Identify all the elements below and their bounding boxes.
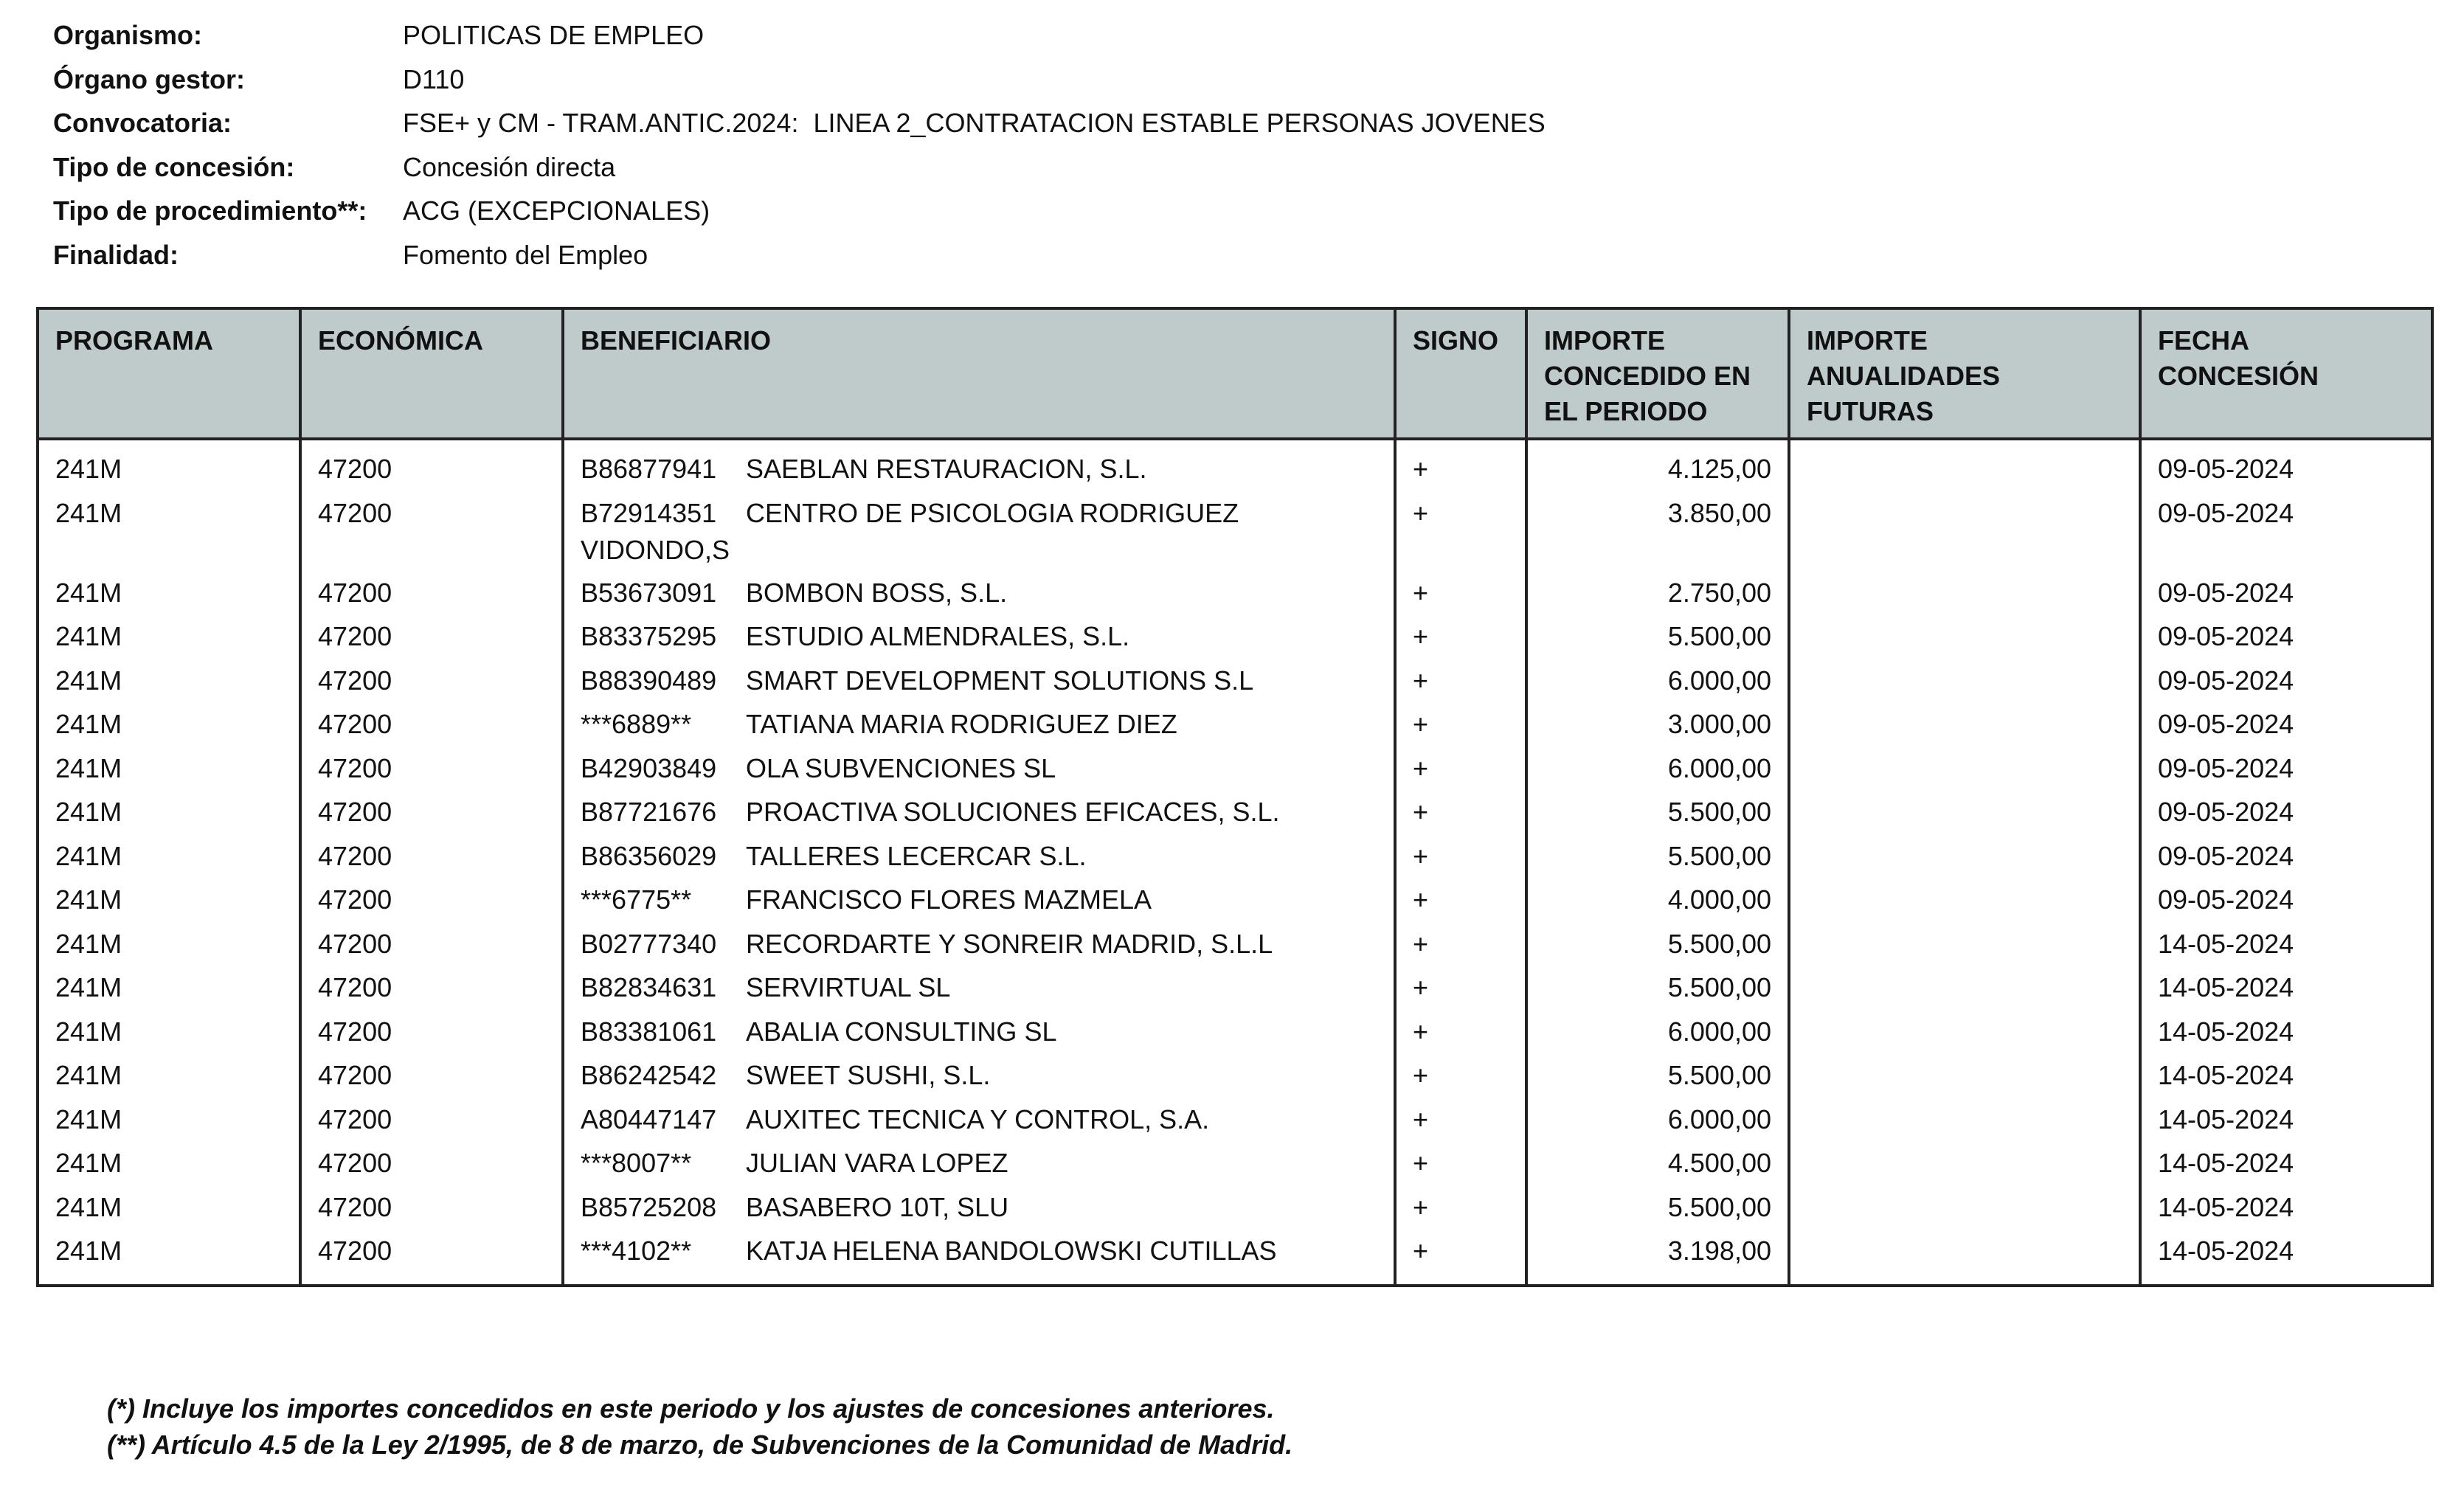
table-row	[38, 575, 2432, 619]
header-row-organo-gestor	[53, 60, 1546, 105]
table-row	[38, 662, 2432, 707]
cell-beneficiario	[563, 1145, 1395, 1189]
cell-economica: 47200	[300, 575, 563, 619]
table-row	[38, 1057, 2432, 1101]
beneficiary-name: PROACTIVA SOLUCIONES EFICACES, S.L.	[746, 797, 1280, 827]
cell-programa: 241M	[38, 439, 300, 495]
cell-importe-futuras	[1789, 495, 2140, 575]
cell-programa: 241M	[38, 838, 300, 882]
cell-fecha: 14-05-2024	[2140, 1145, 2432, 1189]
empty-cell	[300, 1277, 563, 1286]
cell-programa: 241M	[38, 1013, 300, 1058]
cell-fecha: 14-05-2024	[2140, 1233, 2432, 1277]
beneficiary-name: TATIANA MARIA RODRIGUEZ DIEZ	[746, 709, 1177, 739]
column-header-signo: SIGNO	[1395, 308, 1526, 439]
cell-programa: 241M	[38, 495, 300, 575]
table-row	[38, 1145, 2432, 1189]
header-label: Organismo:	[53, 20, 203, 50]
cell-fecha: 09-05-2024	[2140, 881, 2432, 926]
cell-importe: 4.125,00	[1526, 439, 1789, 495]
cell-economica: 47200	[300, 618, 563, 662]
cell-programa: 241M	[38, 926, 300, 970]
cell-importe: 5.500,00	[1526, 794, 1789, 838]
cell-economica: 47200	[300, 1013, 563, 1058]
cell-beneficiario	[563, 706, 1395, 750]
header-value: Fomento del Empleo	[403, 239, 648, 270]
header-label: Tipo de procedimiento**:	[53, 195, 367, 226]
cell-fecha: 14-05-2024	[2140, 969, 2432, 1013]
column-header-programa: PROGRAMA	[38, 308, 300, 439]
cell-beneficiario	[563, 495, 1395, 575]
cell-importe-futuras	[1789, 1057, 2140, 1101]
header-label: Convocatoria:	[53, 108, 232, 138]
beneficiary-id: A80447147	[581, 1103, 717, 1134]
cell-economica: 47200	[300, 662, 563, 707]
cell-importe: 2.750,00	[1526, 575, 1789, 619]
header-row-organismo	[53, 16, 1546, 60]
cell-programa: 241M	[38, 706, 300, 750]
cell-fecha: 14-05-2024	[2140, 926, 2432, 970]
cell-importe: 6.000,00	[1526, 1101, 1789, 1146]
cell-programa: 241M	[38, 1233, 300, 1277]
table-filler-row	[38, 1277, 2432, 1286]
beneficiary-name: ESTUDIO ALMENDRALES, S.L.	[746, 621, 1130, 651]
cell-importe-futuras	[1789, 575, 2140, 619]
beneficiary-id: ***6889**	[581, 709, 692, 739]
cell-economica: 47200	[300, 794, 563, 838]
cell-fecha: 09-05-2024	[2140, 662, 2432, 707]
cell-beneficiario	[563, 1013, 1395, 1058]
cell-beneficiario	[563, 1057, 1395, 1101]
cell-programa: 241M	[38, 750, 300, 794]
beneficiary-name: SWEET SUSHI, S.L.	[746, 1060, 991, 1090]
header-value: D110	[403, 63, 465, 94]
cell-beneficiario	[563, 750, 1395, 794]
cell-economica: 47200	[300, 750, 563, 794]
cell-programa: 241M	[38, 1101, 300, 1146]
cell-fecha: 14-05-2024	[2140, 1101, 2432, 1146]
header-label: Tipo de concesión:	[53, 151, 295, 182]
footnote: (**) Artículo 4.5 de la Ley 2/1995, de 8 de marzo, de Subvenciones de la Comunidad de Madrid.	[107, 1430, 1293, 1460]
header-value: Concesión directa	[403, 151, 616, 182]
table-row	[38, 439, 2432, 495]
beneficiary-name: BASABERO 10T, SLU	[746, 1191, 1009, 1222]
beneficiary-name: BOMBON BOSS, S.L.	[746, 577, 1008, 608]
beneficiary-name: SERVIRTUAL SL	[746, 972, 951, 1002]
cell-beneficiario	[563, 662, 1395, 707]
cell-programa: 241M	[38, 662, 300, 707]
cell-fecha: 09-05-2024	[2140, 750, 2432, 794]
cell-importe-futuras	[1789, 881, 2140, 926]
beneficiary-id: B02777340	[581, 928, 717, 959]
beneficiary-id: B85725208	[581, 1191, 717, 1222]
document-header	[53, 16, 1546, 280]
cell-economica: 47200	[300, 706, 563, 750]
beneficiary-name: RECORDARTE Y SONREIR MADRID, S.L.L	[746, 928, 1273, 959]
cell-programa: 241M	[38, 1189, 300, 1233]
beneficiary-id: B53673091	[581, 577, 717, 608]
cell-importe-futuras	[1789, 439, 2140, 495]
header-value: ACG (EXCEPCIONALES)	[403, 195, 710, 226]
table-row	[38, 1101, 2432, 1146]
table-row	[38, 881, 2432, 926]
cell-importe-futuras	[1789, 750, 2140, 794]
cell-importe-futuras	[1789, 838, 2140, 882]
cell-importe: 5.500,00	[1526, 1057, 1789, 1101]
cell-fecha: 09-05-2024	[2140, 618, 2432, 662]
header-row-tipo-procedimiento	[53, 192, 1546, 236]
beneficiary-id: B86356029	[581, 840, 717, 871]
header-label: Finalidad:	[53, 239, 179, 270]
beneficiary-id: ***6775**	[581, 884, 692, 915]
cell-importe: 5.500,00	[1526, 618, 1789, 662]
cell-importe-futuras	[1789, 706, 2140, 750]
cell-economica: 47200	[300, 838, 563, 882]
cell-economica: 47200	[300, 1189, 563, 1233]
beneficiary-id: B86877941	[581, 454, 717, 484]
cell-signo: +	[1395, 881, 1526, 926]
cell-importe: 3.000,00	[1526, 706, 1789, 750]
beneficiary-name: OLA SUBVENCIONES SL	[746, 752, 1056, 783]
cell-economica: 47200	[300, 1145, 563, 1189]
table-row	[38, 1013, 2432, 1058]
beneficiary-name: FRANCISCO FLORES MAZMELA	[746, 884, 1152, 915]
cell-programa: 241M	[38, 881, 300, 926]
column-header-importe-concedido: IMPORTE CONCEDIDO EN EL PERIODO	[1526, 308, 1789, 439]
table-header-row	[38, 308, 2432, 439]
header-value: POLITICAS DE EMPLEO	[403, 20, 705, 50]
cell-beneficiario	[563, 439, 1395, 495]
cell-economica: 47200	[300, 1233, 563, 1277]
cell-programa: 241M	[38, 794, 300, 838]
table-body	[38, 439, 2432, 1286]
cell-beneficiario	[563, 618, 1395, 662]
empty-cell	[1526, 1277, 1789, 1286]
cell-importe-futuras	[1789, 618, 2140, 662]
cell-economica: 47200	[300, 495, 563, 575]
table-row	[38, 926, 2432, 970]
beneficiary-name: JULIAN VARA LOPEZ	[746, 1148, 1008, 1178]
cell-importe: 6.000,00	[1526, 1013, 1789, 1058]
beneficiary-id: B72914351	[581, 497, 717, 528]
cell-signo: +	[1395, 750, 1526, 794]
beneficiary-name: AUXITEC TECNICA Y CONTROL, S.A.	[746, 1103, 1210, 1134]
cell-importe: 5.500,00	[1526, 969, 1789, 1013]
footnotes	[107, 1390, 1292, 1463]
beneficiary-name: SMART DEVELOPMENT SOLUTIONS S.L	[746, 665, 1254, 696]
cell-programa: 241M	[38, 575, 300, 619]
cell-signo: +	[1395, 1013, 1526, 1058]
beneficiary-id: ***8007**	[581, 1148, 692, 1178]
beneficiary-id: ***4102**	[581, 1236, 692, 1266]
cell-importe: 6.000,00	[1526, 750, 1789, 794]
cell-importe-futuras	[1789, 926, 2140, 970]
cell-importe: 3.850,00	[1526, 495, 1789, 575]
cell-signo: +	[1395, 1233, 1526, 1277]
table-row	[38, 794, 2432, 838]
beneficiary-name: SAEBLAN RESTAURACION, S.L.	[746, 454, 1147, 484]
table-row	[38, 706, 2432, 750]
beneficiary-name: TALLERES LECERCAR S.L.	[746, 840, 1087, 871]
cell-importe-futuras	[1789, 1233, 2140, 1277]
empty-cell	[2140, 1277, 2432, 1286]
cell-economica: 47200	[300, 969, 563, 1013]
cell-importe-futuras	[1789, 1145, 2140, 1189]
cell-signo: +	[1395, 439, 1526, 495]
table-row	[38, 750, 2432, 794]
cell-signo: +	[1395, 706, 1526, 750]
cell-fecha: 14-05-2024	[2140, 1013, 2432, 1058]
beneficiary-id: B86242542	[581, 1060, 717, 1090]
cell-beneficiario	[563, 838, 1395, 882]
cell-importe: 5.500,00	[1526, 1189, 1789, 1233]
table-row	[38, 969, 2432, 1013]
cell-economica: 47200	[300, 881, 563, 926]
beneficiary-name: CENTRO DE PSICOLOGIA RODRIGUEZ VIDONDO,S	[581, 497, 1239, 565]
cell-beneficiario	[563, 926, 1395, 970]
header-row-convocatoria	[53, 104, 1546, 148]
table-row	[38, 618, 2432, 662]
cell-economica: 47200	[300, 926, 563, 970]
cell-importe-futuras	[1789, 969, 2140, 1013]
beneficiary-id: B88390489	[581, 665, 717, 696]
cell-fecha: 14-05-2024	[2140, 1057, 2432, 1101]
cell-economica: 47200	[300, 1101, 563, 1146]
cell-economica: 47200	[300, 439, 563, 495]
cell-beneficiario	[563, 1101, 1395, 1146]
table-row	[38, 838, 2432, 882]
cell-programa: 241M	[38, 1057, 300, 1101]
cell-beneficiario	[563, 969, 1395, 1013]
table-row	[38, 1233, 2432, 1277]
cell-programa: 241M	[38, 1145, 300, 1189]
footnote: (*) Incluye los importes concedidos en este periodo y los ajustes de concesiones anteriores.	[107, 1393, 1275, 1424]
empty-cell	[1395, 1277, 1526, 1286]
cell-fecha: 09-05-2024	[2140, 439, 2432, 495]
cell-signo: +	[1395, 1057, 1526, 1101]
cell-beneficiario	[563, 794, 1395, 838]
cell-beneficiario	[563, 575, 1395, 619]
cell-signo: +	[1395, 1189, 1526, 1233]
cell-signo: +	[1395, 618, 1526, 662]
cell-fecha: 09-05-2024	[2140, 706, 2432, 750]
column-header-fecha-concesion: FECHA CONCESIÓN	[2140, 308, 2432, 439]
empty-cell	[563, 1277, 1395, 1286]
cell-programa: 241M	[38, 969, 300, 1013]
cell-signo: +	[1395, 838, 1526, 882]
cell-signo: +	[1395, 969, 1526, 1013]
cell-importe-futuras	[1789, 1013, 2140, 1058]
cell-importe-futuras	[1789, 794, 2140, 838]
cell-beneficiario	[563, 1233, 1395, 1277]
cell-signo: +	[1395, 794, 1526, 838]
header-row-tipo-concesion	[53, 148, 1546, 193]
grants-table	[36, 307, 2434, 1287]
header-row-finalidad	[53, 236, 1546, 280]
empty-cell	[1789, 1277, 2140, 1286]
cell-importe: 3.198,00	[1526, 1233, 1789, 1277]
cell-fecha: 09-05-2024	[2140, 575, 2432, 619]
cell-signo: +	[1395, 926, 1526, 970]
beneficiary-id: B83375295	[581, 621, 717, 651]
cell-signo: +	[1395, 1145, 1526, 1189]
cell-economica: 47200	[300, 1057, 563, 1101]
cell-importe: 4.500,00	[1526, 1145, 1789, 1189]
cell-fecha: 09-05-2024	[2140, 838, 2432, 882]
cell-importe: 4.000,00	[1526, 881, 1789, 926]
cell-importe-futuras	[1789, 1189, 2140, 1233]
beneficiary-id: B42903849	[581, 752, 717, 783]
cell-signo: +	[1395, 575, 1526, 619]
cell-fecha: 09-05-2024	[2140, 794, 2432, 838]
table-row	[38, 495, 2432, 575]
beneficiary-name: ABALIA CONSULTING SL	[746, 1016, 1057, 1047]
column-header-importe-futuras: IMPORTE ANUALIDADES FUTURAS	[1789, 308, 2140, 439]
header-value: FSE+ y CM - TRAM.ANTIC.2024: LINEA 2_CONTRATACION ESTABLE PERSONAS JOVENES	[403, 108, 1546, 138]
cell-beneficiario	[563, 1189, 1395, 1233]
cell-fecha: 14-05-2024	[2140, 1189, 2432, 1233]
column-header-economica: ECONÓMICA	[300, 308, 563, 439]
cell-importe: 5.500,00	[1526, 838, 1789, 882]
cell-importe: 6.000,00	[1526, 662, 1789, 707]
cell-signo: +	[1395, 495, 1526, 575]
cell-programa: 241M	[38, 618, 300, 662]
cell-signo: +	[1395, 1101, 1526, 1146]
beneficiary-id: B82834631	[581, 972, 717, 1002]
beneficiary-name: KATJA HELENA BANDOLOWSKI CUTILLAS	[746, 1236, 1277, 1266]
table-row	[38, 1189, 2432, 1233]
cell-signo: +	[1395, 662, 1526, 707]
cell-importe-futuras	[1789, 1101, 2140, 1146]
cell-beneficiario	[563, 881, 1395, 926]
beneficiary-id: B87721676	[581, 797, 717, 827]
cell-fecha: 09-05-2024	[2140, 495, 2432, 575]
column-header-beneficiario: BENEFICIARIO	[563, 308, 1395, 439]
cell-importe: 5.500,00	[1526, 926, 1789, 970]
empty-cell	[38, 1277, 300, 1286]
header-label: Órgano gestor:	[53, 63, 246, 94]
beneficiary-id: B83381061	[581, 1016, 717, 1047]
cell-importe-futuras	[1789, 662, 2140, 707]
